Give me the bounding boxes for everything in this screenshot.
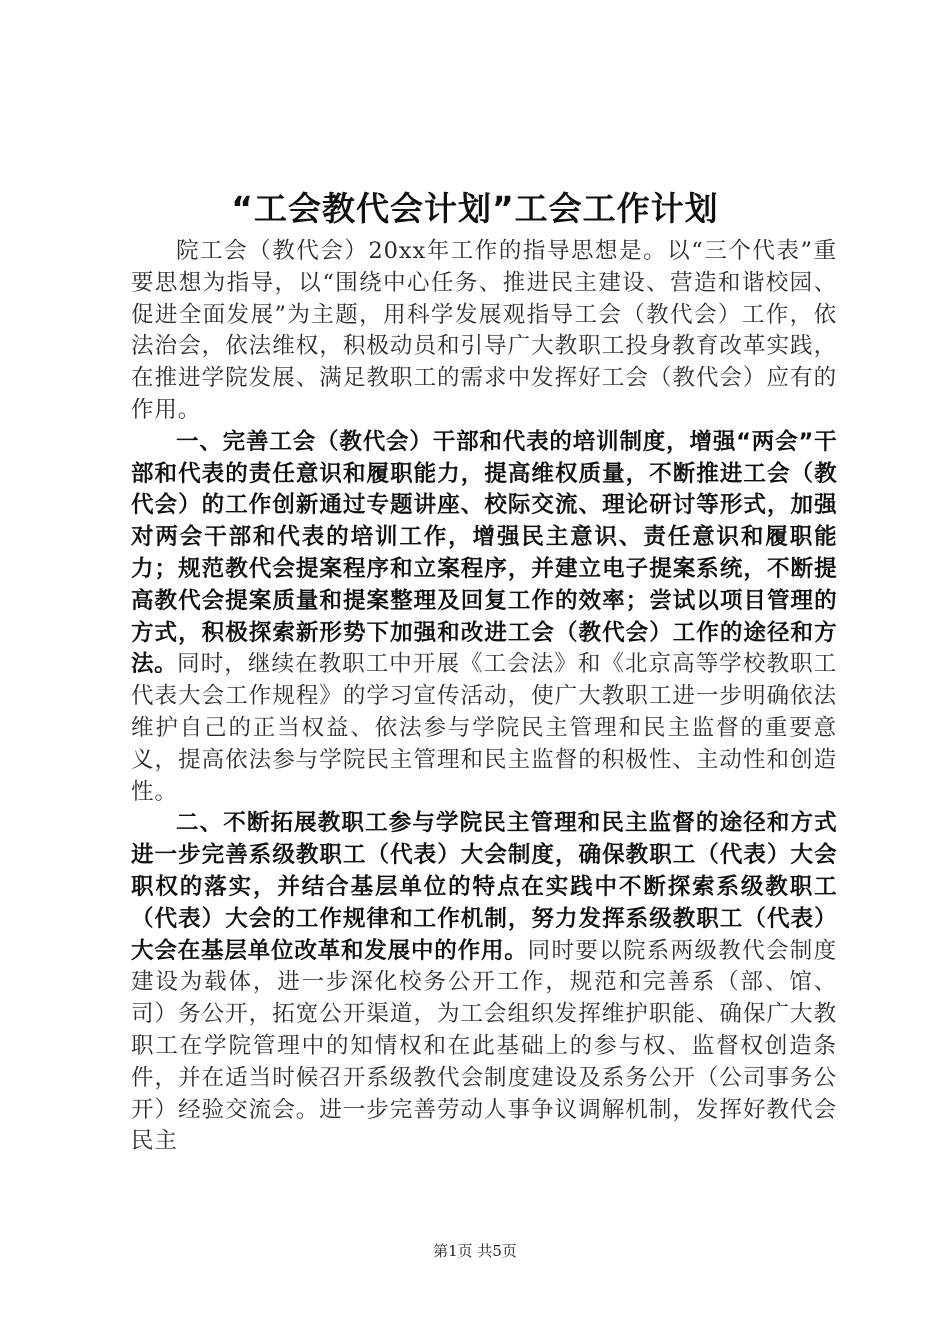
section-one-heading: 一、完善工会（教代会）干部和代表的培训制度，增强“两会”干部和代表的责任意识和履职能力，提高维权质量，不断推进工会（教代会）的工作创新通过专题讲座、校际交流、理论研讨等形式，加强对两会干部和代表的培训工作，增强民主意识、责任意识和履职能力；规范教代会提案程序和立案程序，并建立电子提案系统，不断提高教代会提案质量和提案整理及回复工作的效率；尝试以项目管理的方式，积极探索新形势下加强和改进工会（教代会）工作的途径和方法。 bbox=[131, 428, 837, 678]
document-body bbox=[131, 236, 837, 1158]
document-title: “工会教代会计划”工会工作计划 bbox=[231, 189, 719, 228]
section-one-paragraph bbox=[131, 427, 837, 809]
section-one-text: 同时，继续在教职工中开展《工会法》和《北京高等学校教职工代表大会工作规程》的学习宣传活动，使广大教职工进一步明确依法维护自己的正当权益、依法参与学院民主管理和民主监督的重要意义，提高依法参与学院民主管理和民主监督的积极性、主动性和创造性。 bbox=[131, 651, 837, 805]
section-two-paragraph bbox=[131, 808, 837, 1158]
intro-paragraph: 院工会（教代会）20xx年工作的指导思想是。以“三个代表”重要思想为指导，以“围绕中心任务、推进民主建设、营造和谐校园、促进全面发展”为主题，用科学发展观指导工会（教代会）工作，依法治会，依法维权，积极动员和引导广大教职工投身教育改革实践，在推进学院发展、满足教职工的需求中发挥好工会（教代会）应有的作用。 bbox=[131, 238, 837, 423]
section-two-heading: 二、不断拓展教职工参与学院民主管理和民主监督的途径和方式进一步完善系级教职工（代表）大会制度，确保教职工（代表）大会职权的落实，并结合基层单位的特点在实践中不断探索系级教职工（代表）大会的工作规律和工作机制，努力发挥系级教职工（代表）大会在基层单位改革和发展中的作用。 bbox=[131, 810, 837, 964]
section-two-text: 同时要以院系两级教代会制度建设为载体，进一步深化校务公开工作，规范和完善系（部、馆、司）务公开，拓宽公开渠道，为工会组织发挥维护职能、确保广大教职工在学院管理中的知情权和在此基础上的参与权、监督权创造条件，并在适当时候召开系级教代会制度建设及系务公开（公司事务公开）经验交流会。进一步完善劳动人事争议调解机制，发挥好教代会民主 bbox=[131, 937, 837, 1155]
page-number-footer: 第1页 共5页 bbox=[433, 1242, 517, 1260]
